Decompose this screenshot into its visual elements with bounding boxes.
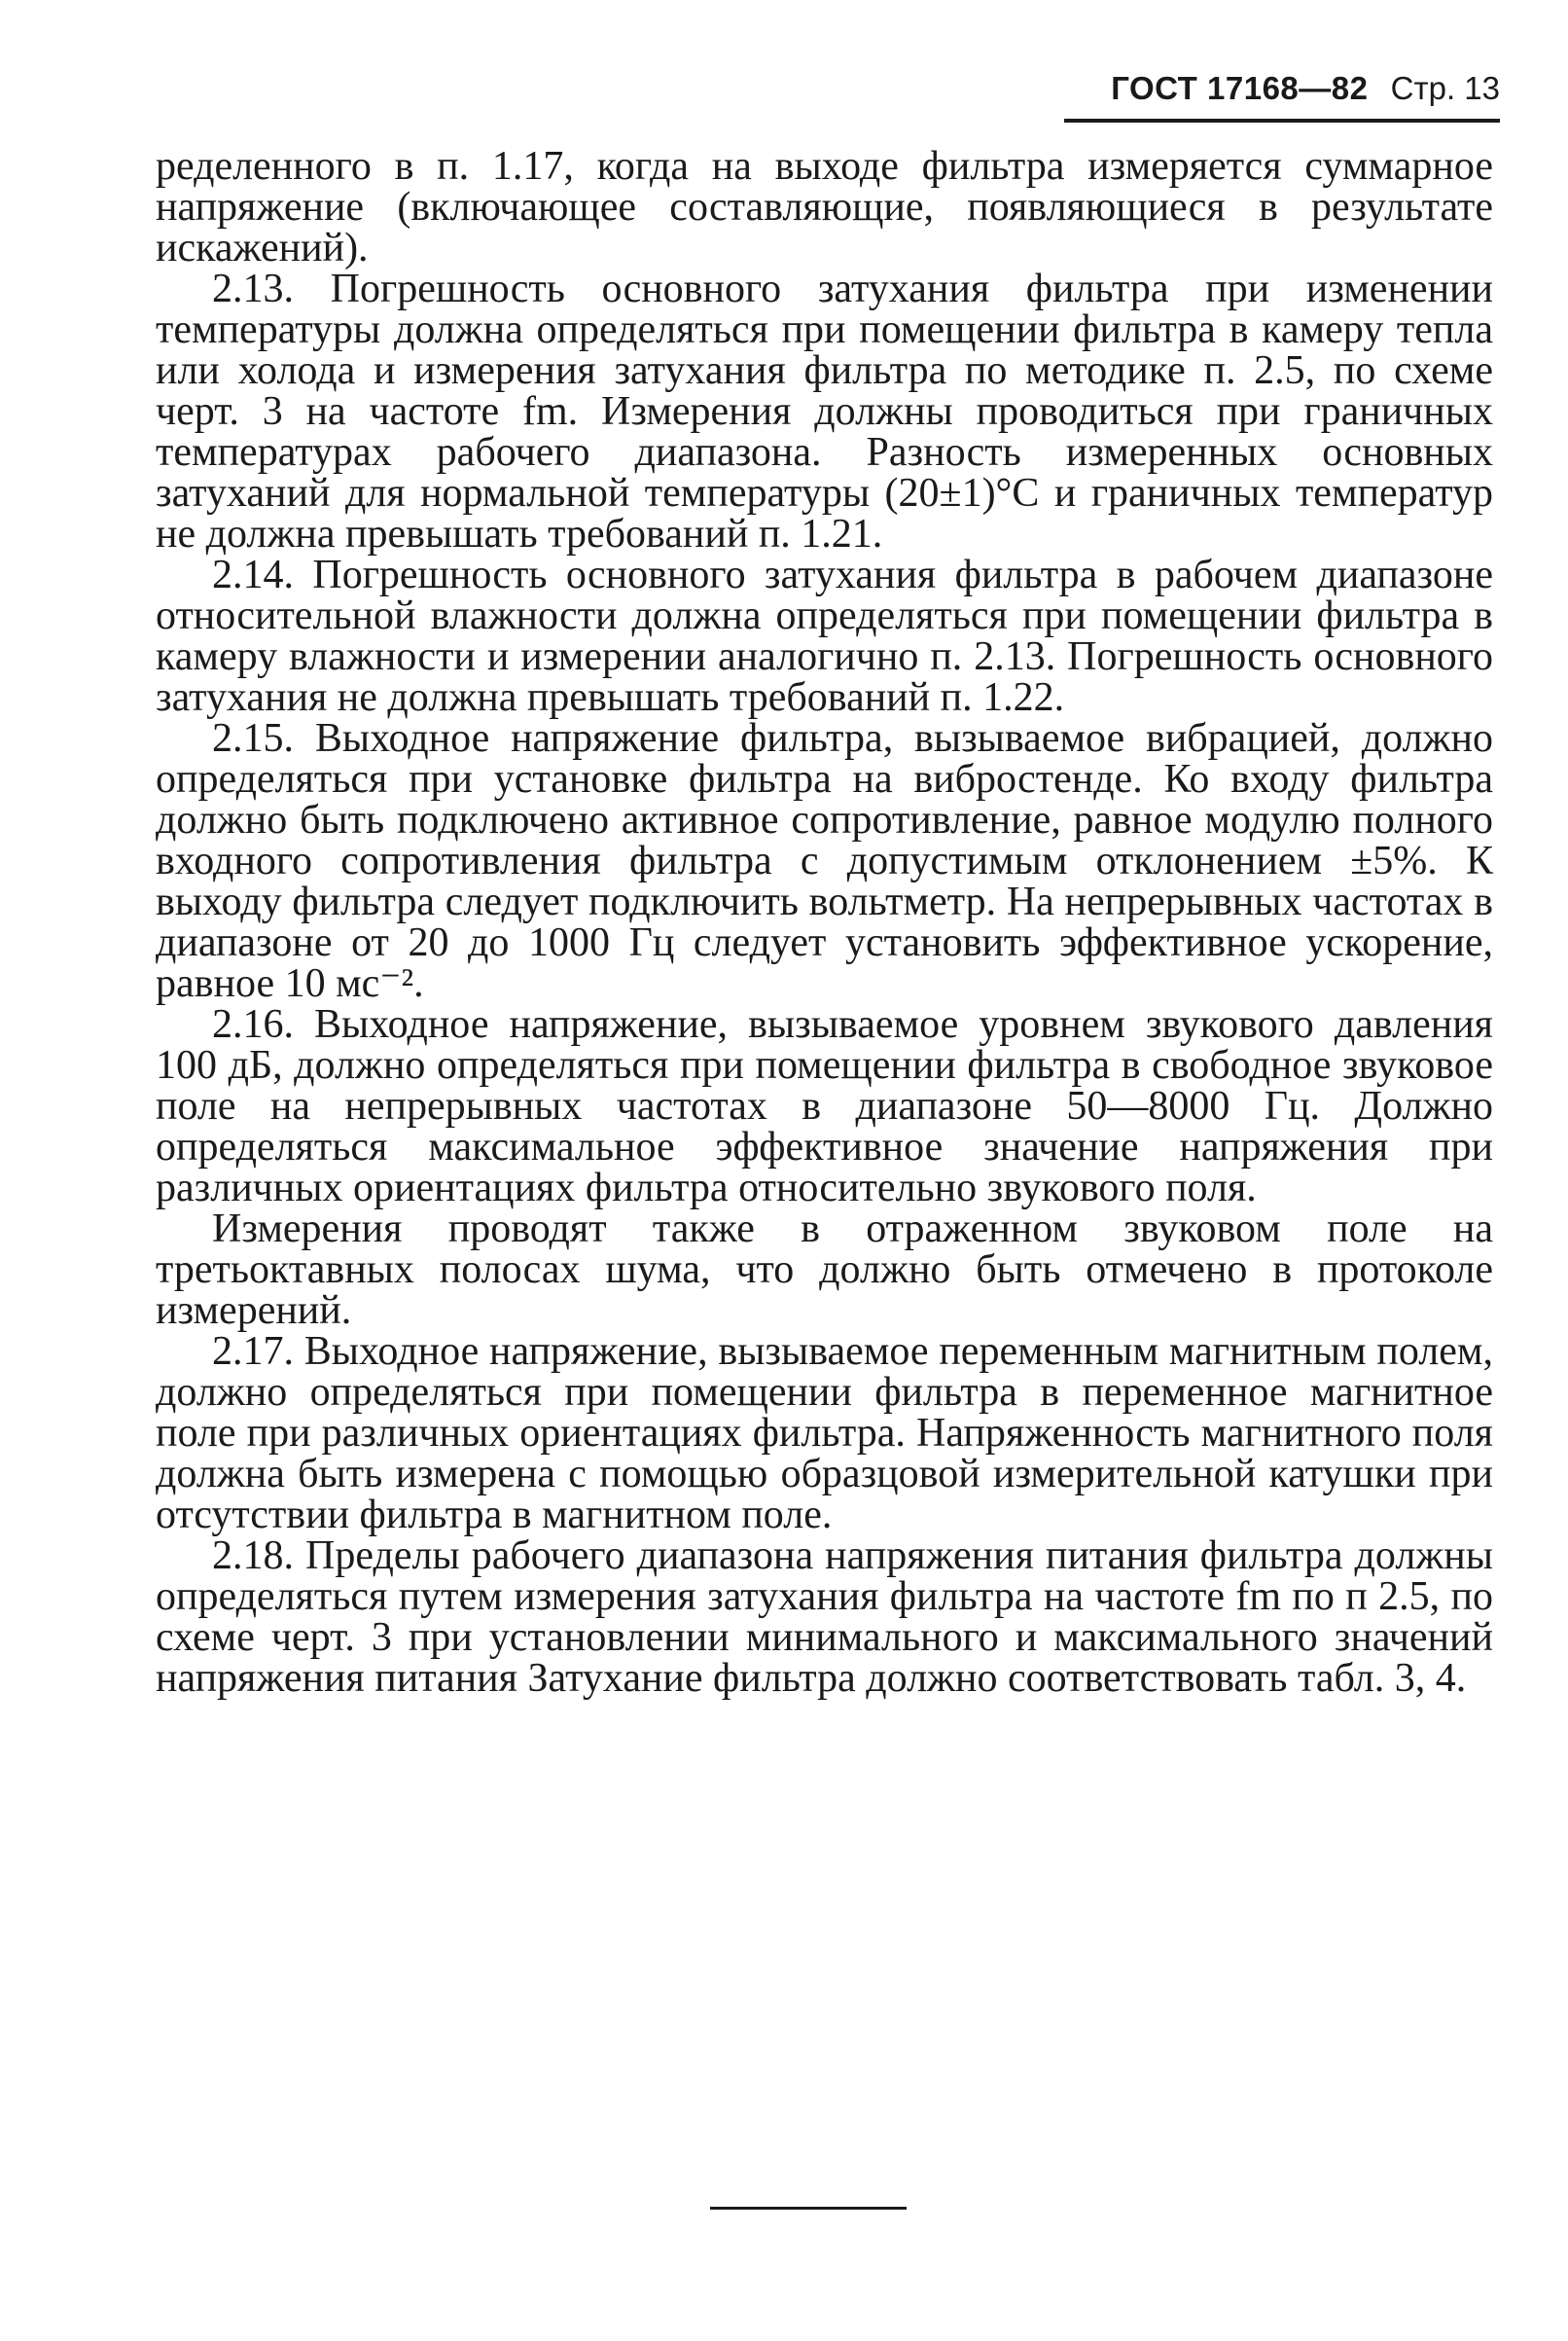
paragraph-2-16: 2.16. Выходное напряжение, вызываемое уровнем звукового давления 100 дБ, должно определяться при помещении фильтра в свободное звуковое поле на непрерывных частотах в диапазоне 50—8000 Гц. Должно определяться максимальное эффективное значение напряжения при различных ориентациях фильтра относительно звукового поля. — [156, 1002, 1493, 1210]
paragraph-2-18: 2.18. Пределы рабочего диапазона напряжения питания фильтра должны определяться путем измерения затухания фильтра на частоте fm по п 2.5, по схеме черт. 3 при установлении минимального и максимального значений напряжения питания Затухание фильтра должно соответствовать табл. 3, 4. — [156, 1533, 1493, 1701]
body-text — [156, 146, 1493, 1699]
header-rule — [1064, 119, 1500, 123]
paragraph-2-16-note: Измерения проводят также в отраженном звуковом поле на третьоктавных полосах шума, что должно быть отмечено в протоколе измерений. — [156, 1207, 1493, 1333]
paragraph-2-14: 2.14. Погрешность основного затухания фильтра в рабочем диапазоне относительной влажности должна определяться при помещении фильтра в камеру влажности и измерении аналогично п. 2.13. Погрешность основного затухания не должна превышать требований п. 1.22. — [156, 553, 1493, 720]
paragraph-2-13: 2.13. Погрешность основного затухания фильтра при изменении температуры должна определяться при помещении фильтра в камеру тепла или холода и измерения затухания фильтра по методике п. 2.5, по схеме черт. 3 на частоте fm. Измерения должны проводиться при граничных температурах рабочего диапазона. Разность измеренных основных затуханий для нормальной температуры (20±1)°C и граничных температур не должна превышать требований п. 1.21. — [156, 267, 1493, 557]
paragraph-2-15: 2.15. Выходное напряжение фильтра, вызываемое вибрацией, должно определяться при установке фильтра на вибростенде. Ко входу фильтра должно быть подключено активное сопротивление, равное модулю полного входного сопротивления фильтра с допустимым отклонением ±5%. К выходу фильтра следует подключить вольтметр. На непрерывных частотах в диапазоне от 20 до 1000 Гц следует установить эффективное ускорение, равное 10 мс⁻². — [156, 716, 1493, 1006]
page-number: Стр. 13 — [1390, 70, 1500, 106]
page-header — [1060, 66, 1500, 111]
closing-rule — [710, 2207, 907, 2210]
standard-number: ГОСТ 17168—82 — [1111, 70, 1369, 106]
paragraph-continuation: ределенного в п. 1.17, когда на выходе фильтра измеряется суммарное напряжение (включающее составляющие, появляющиеся в результате искажений). — [156, 144, 1493, 270]
paragraph-2-17: 2.17. Выходное напряжение, вызываемое переменным магнитным полем, должно определяться при помещении фильтра в переменное магнитное поле при различных ориентациях фильтра. Напряженность магнитного поля должна быть измерена с помощью образцовой измерительной катушки при отсутствии фильтра в магнитном поле. — [156, 1329, 1493, 1537]
